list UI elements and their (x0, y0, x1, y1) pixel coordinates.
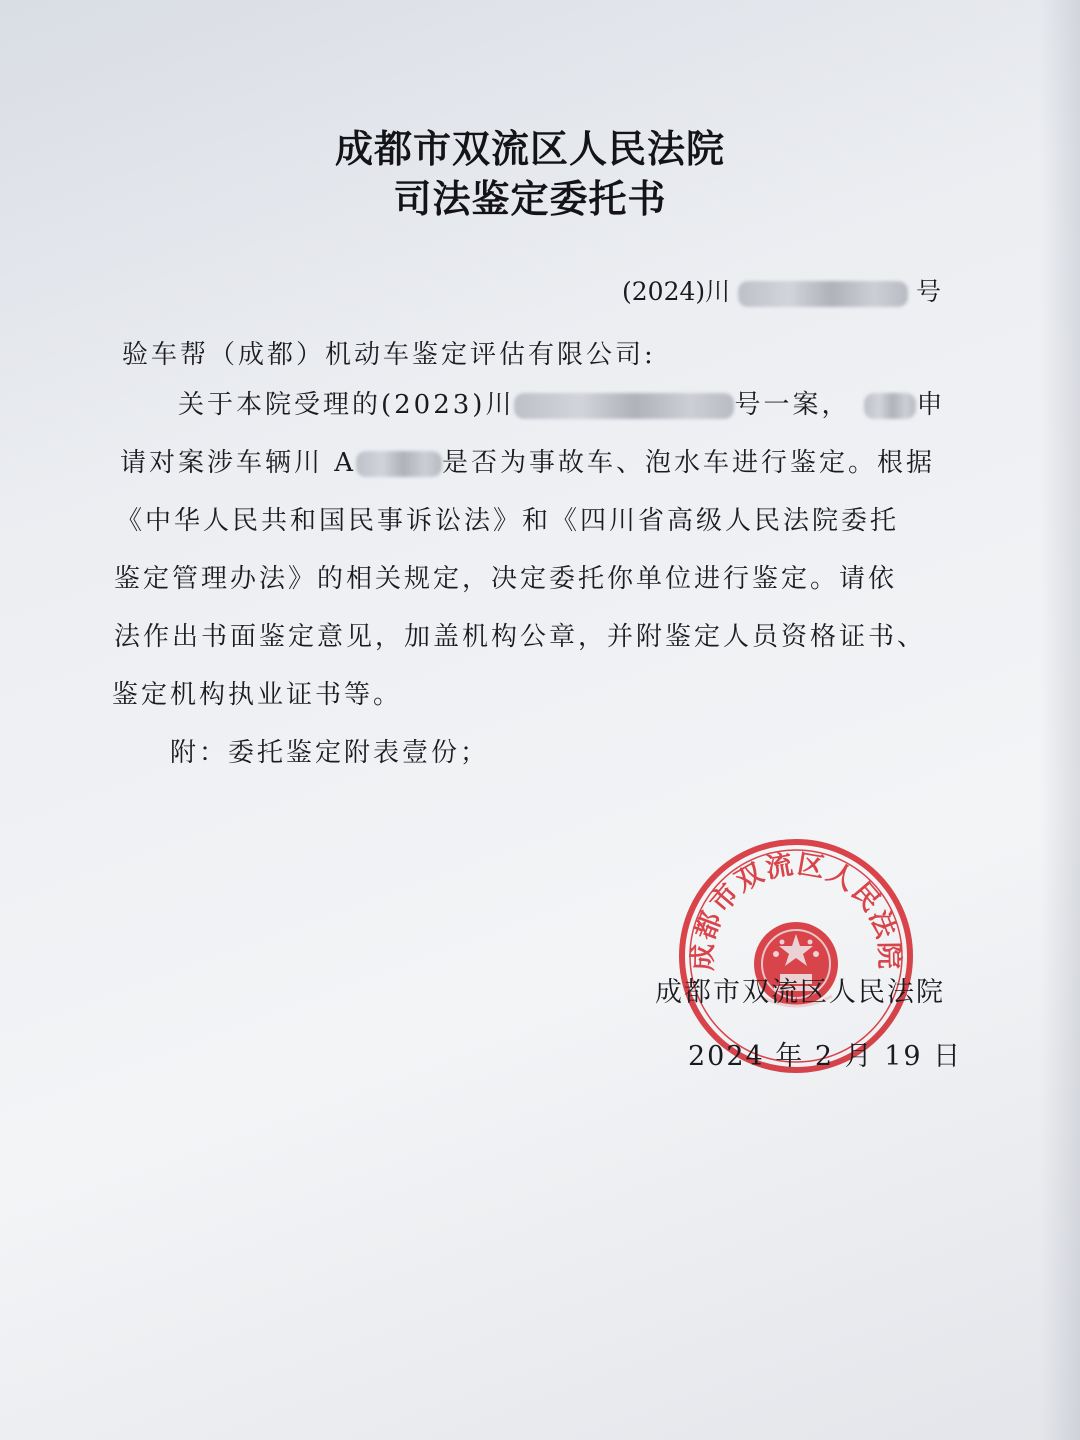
body-line-5: 法作出书面鉴定意见，加盖机构公章，并附鉴定人员资格证书、 (114, 622, 927, 652)
doc-number-suffix: 号 (916, 277, 942, 306)
redacted-applicant (864, 393, 916, 419)
body-line-2-start: 请对案涉车辆川 A (120, 448, 357, 478)
court-title: 成都市双流区人民法院 (334, 126, 725, 171)
document-title: 司法鉴定委托书 (393, 176, 667, 221)
body-line-1 (178, 384, 946, 421)
body-line-2-end: 是否为事故车、泡水车进行鉴定。根据 (442, 448, 936, 478)
redacted-doc-number (738, 281, 908, 307)
seal-text: 成都市双流区人民法院 (687, 848, 905, 972)
body-line-1-end: 申 (916, 390, 946, 420)
body-line-3: 《中华人民共和国民事诉讼法》和《四川省高级人民法院委托 (116, 506, 900, 536)
addressee: 验车帮（成都）机动车鉴定评估有限公司: (122, 340, 656, 370)
body-line-1-mid: 号一案， (734, 390, 851, 420)
document-number (622, 272, 941, 308)
doc-number-prefix: (2024)川 (622, 277, 731, 306)
redacted-plate-number (356, 451, 442, 477)
issue-date: 2024 年 2 月 19 日 (688, 1041, 963, 1072)
attachment-note: 附：委托鉴定附表壹份； (170, 738, 490, 768)
redacted-case-number (514, 393, 734, 419)
body-line-6: 鉴定机构执业证书等。 (112, 680, 403, 710)
issuing-court-signature: 成都市双流区人民法院 (655, 977, 945, 1008)
body-line-2 (120, 442, 935, 479)
body-line-4: 鉴定管理办法》的相关规定，决定委托你单位进行鉴定。请依 (114, 564, 898, 594)
body-line-1-start: 关于本院受理的(2023)川 (178, 390, 515, 420)
